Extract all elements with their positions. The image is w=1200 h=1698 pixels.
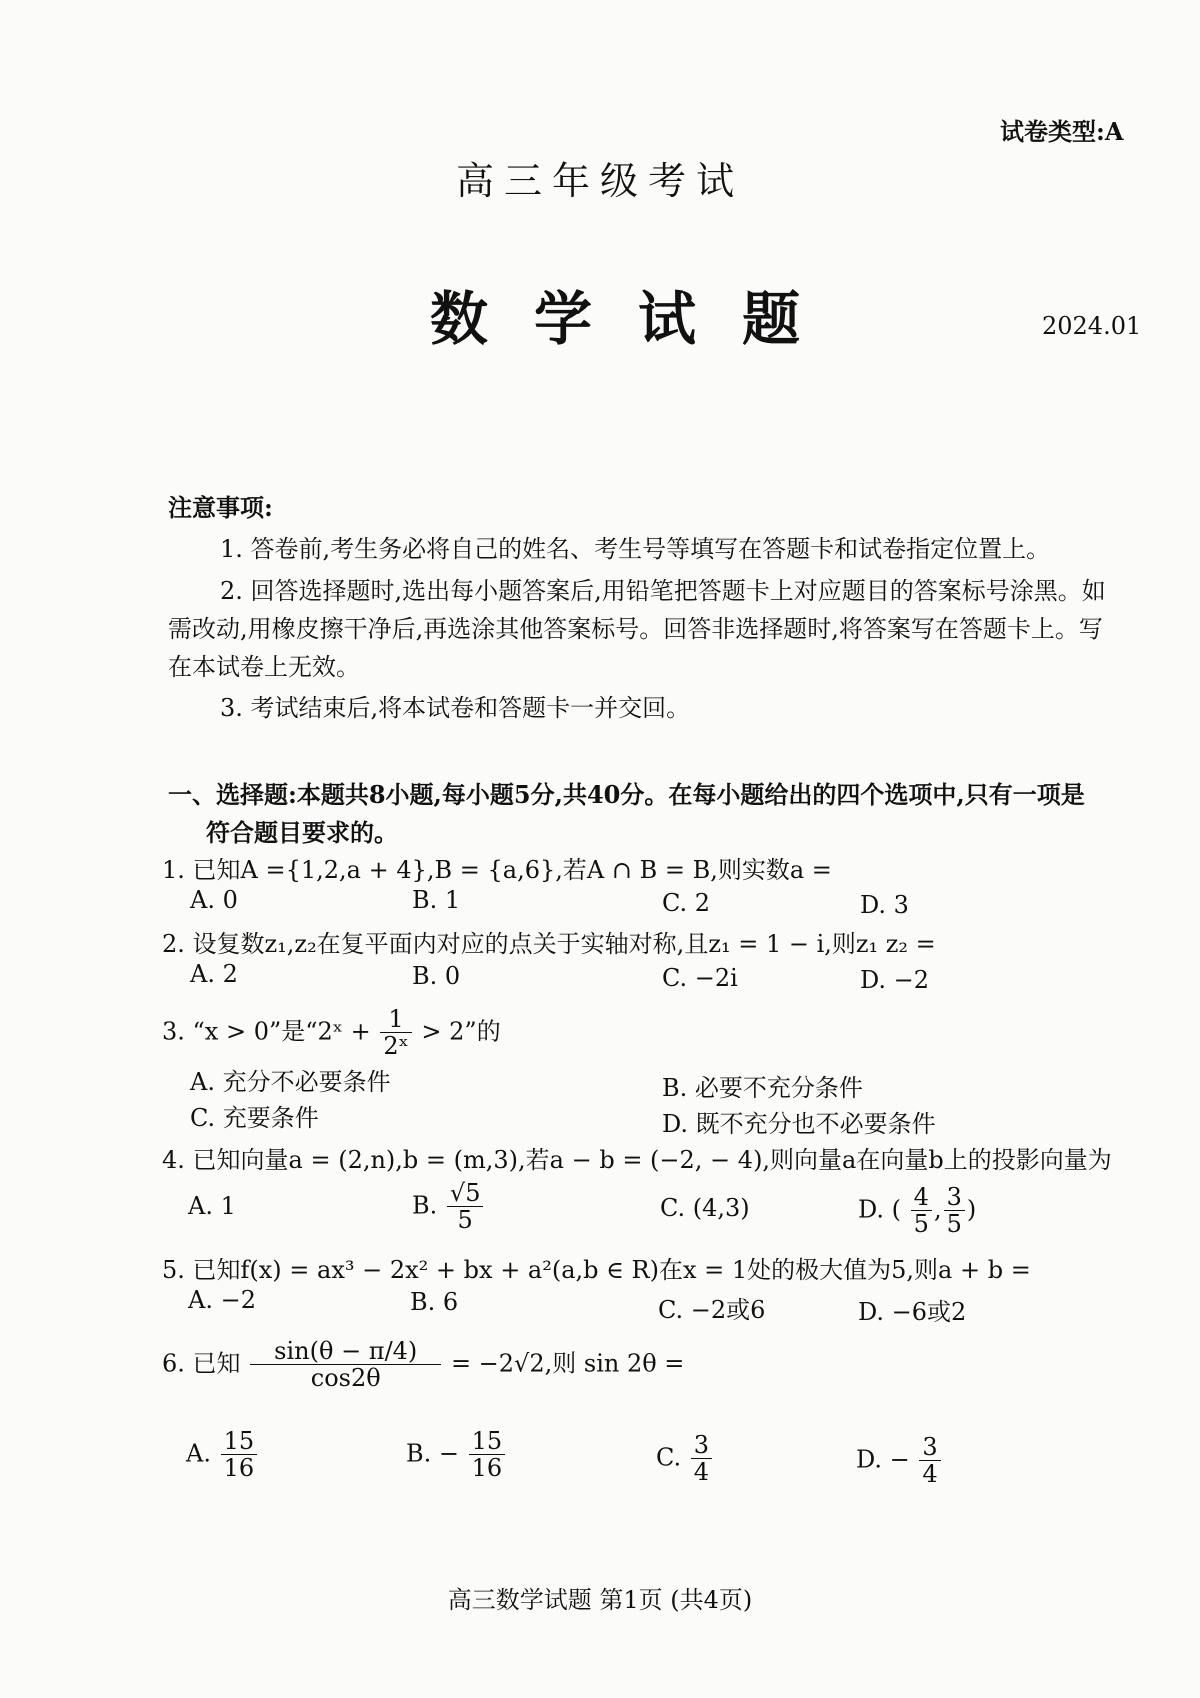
question-1-option-a: A. 0: [190, 886, 238, 914]
notice-item-1: 1. 答卷前,考生务必将自己的姓名、考生号等填写在答题卡和试卷指定位置上。: [220, 535, 1051, 563]
question-6-option-d-numerator: 3: [919, 1434, 940, 1461]
question-6-fraction-denominator: cos2θ: [310, 1364, 381, 1393]
question-6-option-b-fraction: [469, 1428, 506, 1482]
question-1-option-b: B. 1: [412, 886, 461, 914]
question-6-option-d-prefix: D. −: [856, 1445, 910, 1474]
question-6-stem-post: = −2√2,则 sin 2θ =: [450, 1349, 685, 1378]
question-2-option-c: C. −2i: [662, 964, 738, 992]
question-5-option-b: B. 6: [410, 1288, 459, 1316]
notice-item-3: 3. 考试结束后,将本试卷和答题卡一并交回。: [220, 694, 691, 722]
question-4-option-d-fraction-2: [944, 1184, 965, 1238]
paper-type: 试卷类型:A: [1000, 117, 1124, 146]
question-2-option-d: D. −2: [860, 966, 930, 994]
question-4-option-d: D. ( $\frac{4}{5}$ , $\frac{3}{5}$ ): [858, 1183, 977, 1239]
question-3-fraction-denominator: 2ˣ: [383, 1032, 409, 1061]
question-6-option-b: [406, 1428, 507, 1482]
question-4-option-d-suffix: ): [966, 1195, 977, 1224]
question-1-option-d: D. 3: [860, 891, 909, 919]
question-2-option-a: A. 2: [190, 960, 238, 988]
question-6-fraction: [250, 1338, 441, 1392]
subject-title: 数学试题: [430, 285, 847, 353]
question-6-option-c-numerator: 3: [691, 1432, 712, 1459]
question-6-stem-pre: 6. 已知: [162, 1349, 241, 1378]
question-6-option-a: [186, 1428, 259, 1482]
question-6-stem: [162, 1338, 684, 1392]
question-2-option-b: B. 0: [412, 962, 461, 990]
notice-item-2: 2. 回答选择题时,选出每小题答案后,用铅笔把答题卡上对应题目的答案标号涂黑。如需改动,用橡皮擦干净后,再选涂其他答案标号。回答非选择题时,将答案写在答题卡上。写在本试卷上无效。: [168, 577, 1106, 681]
question-4-option-d-fraction-1: [911, 1184, 932, 1238]
question-2-stem: 2. 设复数z₁,z₂在复平面内对应的点关于实轴对称,且z₁ = 1 − i,则z₁ z₂ =: [162, 930, 936, 958]
question-6-option-b-prefix: B. −: [406, 1439, 460, 1468]
question-5-stem: 5. 已知f(x) = ax³ − 2x² + bx + a²(a,b ∈ R)在x = 1处的极大值为5,则a + b =: [162, 1256, 1031, 1284]
question-6-option-c-prefix: C.: [656, 1443, 682, 1472]
exam-title: 高三年级考试: [455, 159, 744, 203]
question-4-option-b-prefix: B.: [412, 1191, 438, 1220]
question-4-option-b-denominator: 5: [457, 1206, 473, 1235]
question-3-option-c: C. 充要条件: [190, 1104, 319, 1132]
question-1-option-c: C. 2: [662, 889, 711, 917]
question-4-option-c: C. (4,3): [660, 1194, 750, 1222]
question-5-option-d: D. −6或2: [858, 1298, 967, 1326]
page-footer: 高三数学试题 第1页 (共4页): [447, 1586, 753, 1614]
question-3-option-b: B. 必要不充分条件: [662, 1074, 863, 1102]
question-6-option-c: [656, 1432, 714, 1486]
question-4-option-b-numerator: √5: [447, 1180, 484, 1207]
question-3-stem-post: > 2”的: [421, 1017, 501, 1046]
question-3-stem-pre: 3. “x > 0”是“2ˣ +: [162, 1017, 371, 1046]
question-6-option-c-denominator: 4: [693, 1458, 710, 1487]
question-4-option-b-fraction: [447, 1180, 484, 1234]
question-6-option-b-numerator: 15: [469, 1428, 506, 1455]
question-4-stem: 4. 已知向量a = (2,n),b = (m,3),若a − b = (−2, − 4),则向量a在向量b上的投影向量为: [162, 1146, 1112, 1174]
question-6-option-d: [856, 1434, 943, 1488]
section-heading-line1: 一、选择题:本题共8小题,每小题5分,共40分。在每小题给出的四个选项中,只有一项是: [168, 780, 1085, 809]
question-6-option-a-prefix: A.: [186, 1439, 211, 1468]
exam-date: 2024.01: [1042, 312, 1142, 340]
section-heading-line2: 符合题目要求的。: [206, 818, 398, 847]
question-4-option-d-prefix: D. (: [858, 1195, 902, 1224]
question-3-option-d: D. 既不充分也不必要条件: [662, 1110, 936, 1138]
question-6-option-c-fraction: [691, 1432, 712, 1486]
notice-heading: 注意事项:: [168, 493, 273, 522]
question-3-fraction-numerator: 1: [380, 1006, 411, 1033]
question-1-stem: 1. 已知A ={1,2,a + 4},B = {a,6},若A ∩ B = B,则实数a =: [162, 856, 832, 884]
question-6-option-d-fraction: [919, 1434, 940, 1488]
question-6-fraction-numerator: sin(θ − π/4): [250, 1338, 441, 1365]
question-4-option-b: [412, 1180, 485, 1234]
question-6-option-d-denominator: 4: [922, 1460, 938, 1489]
question-5-option-c: C. −2或6: [658, 1296, 766, 1324]
question-5-option-a: A. −2: [188, 1286, 256, 1314]
section-heading: [168, 776, 1118, 852]
question-6-option-a-numerator: 15: [221, 1428, 258, 1455]
question-3-option-a: A. 充分不必要条件: [190, 1068, 391, 1096]
question-4-option-d-denominator-1: 5: [913, 1210, 929, 1239]
question-4-option-d-denominator-2: 5: [946, 1210, 962, 1239]
question-3-stem: [162, 1006, 501, 1060]
question-3-fraction: [380, 1006, 411, 1060]
question-4-option-a: A. 1: [188, 1192, 236, 1220]
question-6-option-a-denominator: 16: [223, 1454, 255, 1483]
question-4-option-d-numerator-1: 4: [911, 1184, 932, 1211]
question-6-option-a-fraction: [221, 1428, 258, 1482]
question-4-option-d-numerator-2: 3: [944, 1184, 965, 1211]
question-6-option-b-denominator: 16: [471, 1454, 503, 1483]
